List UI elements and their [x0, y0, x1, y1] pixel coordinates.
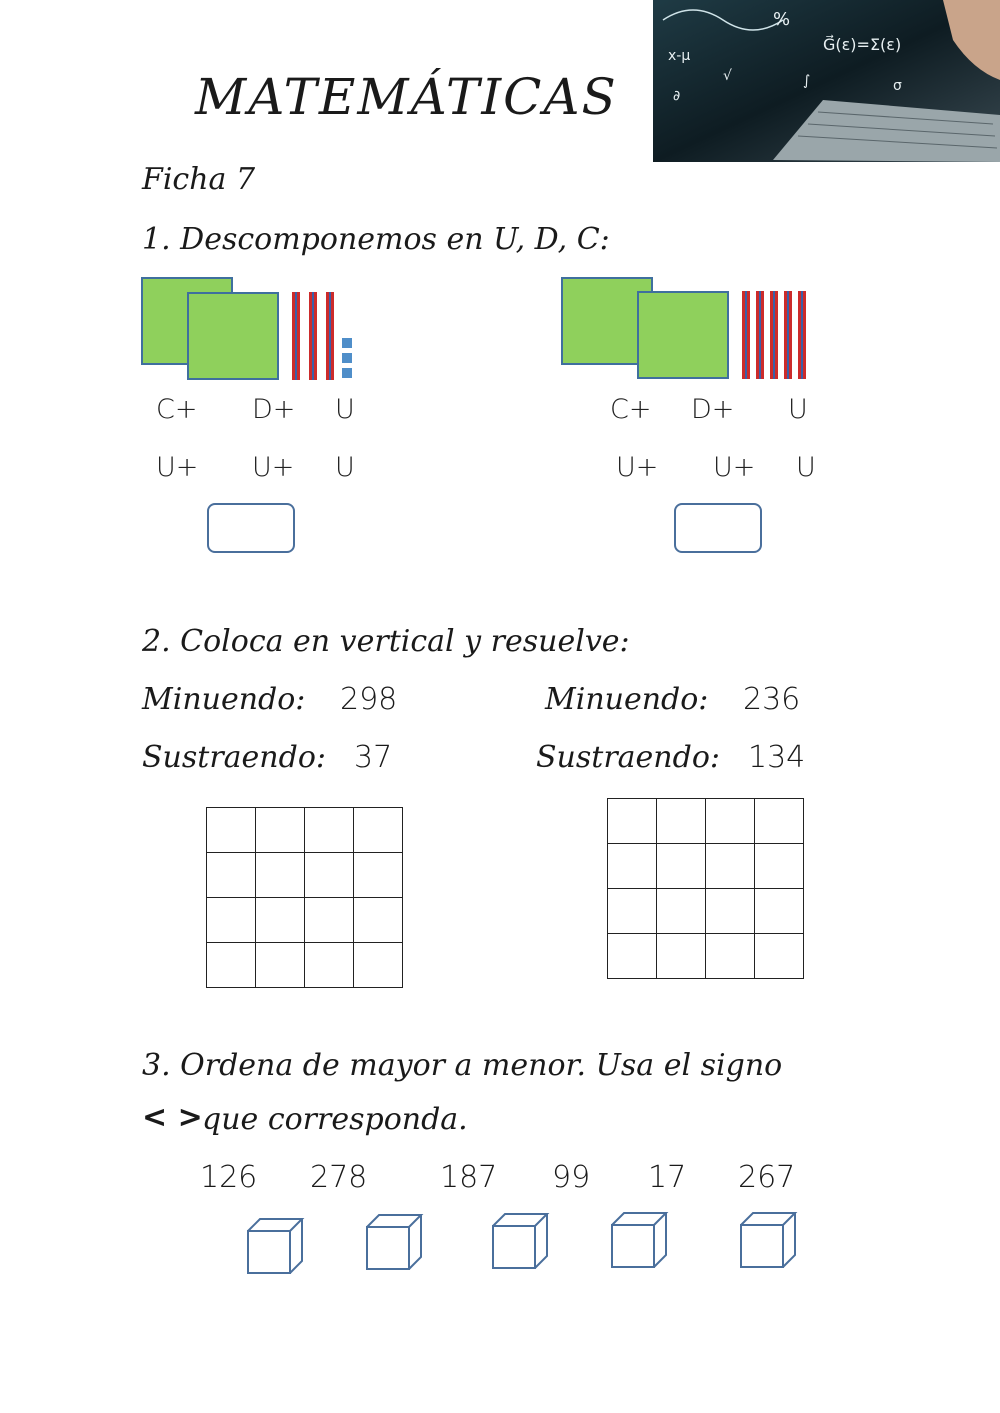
- section3-heading: 3. Ordena de mayor a menor. Usa el signo: [142, 1048, 783, 1083]
- cube-answer-slot[interactable]: [610, 1211, 670, 1273]
- cube-answer-slot[interactable]: [365, 1213, 425, 1275]
- ten-rod: [770, 291, 778, 379]
- cube-answer-slot[interactable]: [246, 1217, 306, 1279]
- formula-text: x-μ: [668, 48, 691, 64]
- cube-answer-slot[interactable]: [739, 1211, 799, 1273]
- ten-rod: [742, 291, 750, 379]
- subtrahend-label: Sustraendo:: [142, 740, 326, 775]
- subtrahend-value: 37: [354, 740, 393, 775]
- minuend-value: 298: [340, 682, 398, 717]
- number-item: 17: [648, 1160, 687, 1195]
- section2-heading: 2. Coloca en vertical y resuelve:: [142, 624, 630, 659]
- base-ten-blocks-1: [140, 276, 370, 388]
- number-item: 278: [310, 1160, 368, 1195]
- minuend-value: 236: [743, 682, 801, 717]
- unit-cube: [342, 338, 352, 348]
- unit-cube: [342, 353, 352, 363]
- formula-text: √: [723, 68, 732, 84]
- hundred-block: [638, 292, 728, 378]
- label-u-plus: U+: [252, 452, 295, 483]
- label-u: U: [788, 394, 808, 425]
- section1-heading: 1. Descomponemos en U, D, C:: [142, 222, 610, 257]
- label-u-plus: U+: [713, 452, 756, 483]
- label-u: U: [335, 452, 355, 483]
- minuend-label: Minuendo:: [142, 682, 306, 717]
- minuend-label: Minuendo:: [545, 682, 709, 717]
- formula-text: σ: [893, 78, 902, 94]
- subtraction-grid-1[interactable]: [206, 807, 403, 988]
- number-item: 187: [440, 1160, 498, 1195]
- answer-box-1[interactable]: [207, 503, 295, 553]
- unit-cube: [342, 368, 352, 378]
- worksheet-number: Ficha 7: [142, 162, 256, 197]
- label-u-plus: U+: [156, 452, 199, 483]
- page-title: MATEMÁTICAS: [195, 68, 618, 126]
- formula-text: G⃗(ε)=Σ(ε): [823, 35, 902, 54]
- label-d-plus: D+: [252, 394, 296, 425]
- hundred-block: [188, 293, 278, 379]
- comparison-signs: < >: [142, 1100, 203, 1135]
- subtrahend-label: Sustraendo:: [536, 740, 720, 775]
- formula-text: ∂: [673, 88, 681, 104]
- section3-heading-continued: que corresponda.: [202, 1102, 468, 1137]
- label-u: U: [335, 394, 355, 425]
- answer-box-2[interactable]: [674, 503, 762, 553]
- number-item: 267: [738, 1160, 796, 1195]
- ten-rod: [326, 292, 334, 380]
- number-item: 99: [552, 1160, 591, 1195]
- label-u-plus: U+: [616, 452, 659, 483]
- base-ten-blocks-2: [560, 276, 830, 388]
- subtrahend-value: 134: [748, 740, 806, 775]
- label-c-plus: C+: [156, 394, 198, 425]
- ten-rod: [784, 291, 792, 379]
- ten-rod: [756, 291, 764, 379]
- formula-text: %: [773, 9, 791, 30]
- formula-text: ∫: [803, 73, 811, 89]
- label-u: U: [796, 452, 816, 483]
- label-c-plus: C+: [610, 394, 652, 425]
- label-d-plus: D+: [691, 394, 735, 425]
- subtraction-grid-2[interactable]: [607, 798, 804, 979]
- cube-answer-slot[interactable]: [491, 1212, 551, 1274]
- ten-rod: [798, 291, 806, 379]
- ten-rod: [309, 292, 317, 380]
- ten-rod: [292, 292, 300, 380]
- number-item: 126: [200, 1160, 258, 1195]
- header-math-image: [653, 0, 1000, 162]
